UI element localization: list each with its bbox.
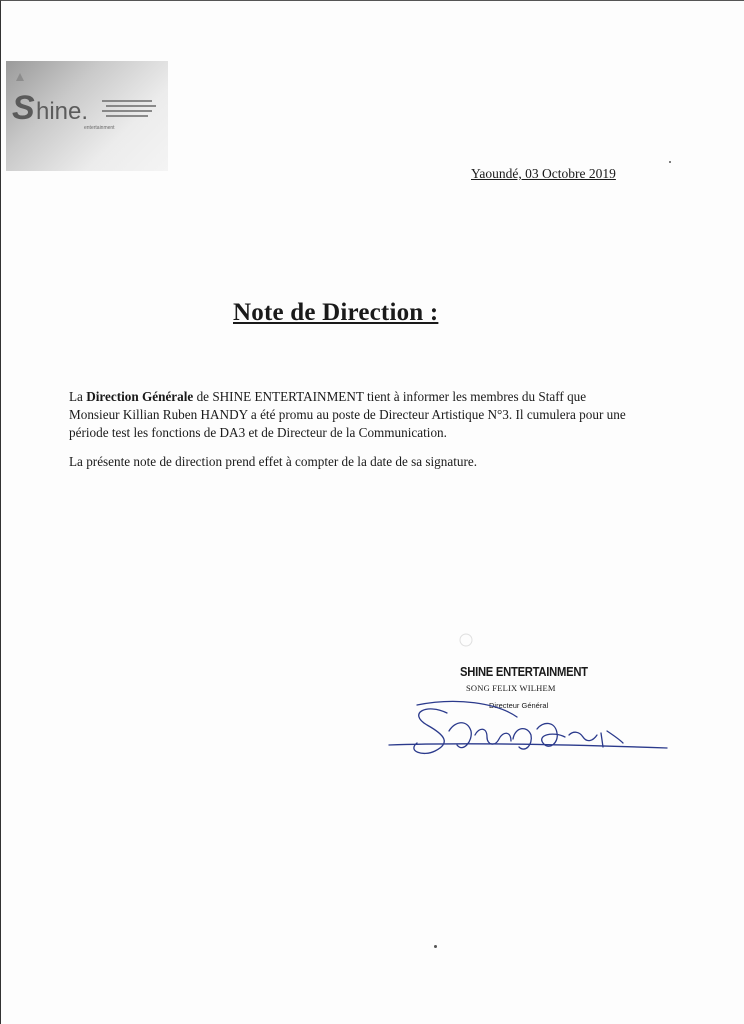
signature-company: SHINE ENTERTAINMENT [460,665,588,679]
svg-text:entertainment: entertainment [84,125,115,131]
speck [434,945,437,948]
signatory-name: SONG FELIX WILHEM [466,683,556,693]
handwritten-signature [387,691,672,771]
document-title: Note de Direction : [233,299,439,326]
para1-lead: La [69,389,87,404]
company-logo [6,61,168,171]
document-date: Yaoundé, 03 Octobre 2019 [471,166,616,181]
faint-mark [455,629,477,651]
signatory-role: Directeur Général [489,701,549,710]
body-paragraph-2: La présente note de direction prend effet à compter de la date de sa signature. [69,454,478,469]
para1-bold: Direction Générale [86,389,194,404]
para1-rest: de SHINE ENTERTAINMENT tient à informer les membres du Staff que Monsieur Killian Ruben HANDY a été promu au poste de Directeur Artistique N°3. Il cumulera pour une période test les fonctions de DA3 et de Directeur de la Communication. [69,389,626,440]
body-paragraph-1 [69,388,637,442]
svg-text:hine.: hine. [36,98,89,125]
shine-logo-graphic [6,61,168,171]
svg-text:S: S [12,89,35,127]
speck [669,161,671,163]
